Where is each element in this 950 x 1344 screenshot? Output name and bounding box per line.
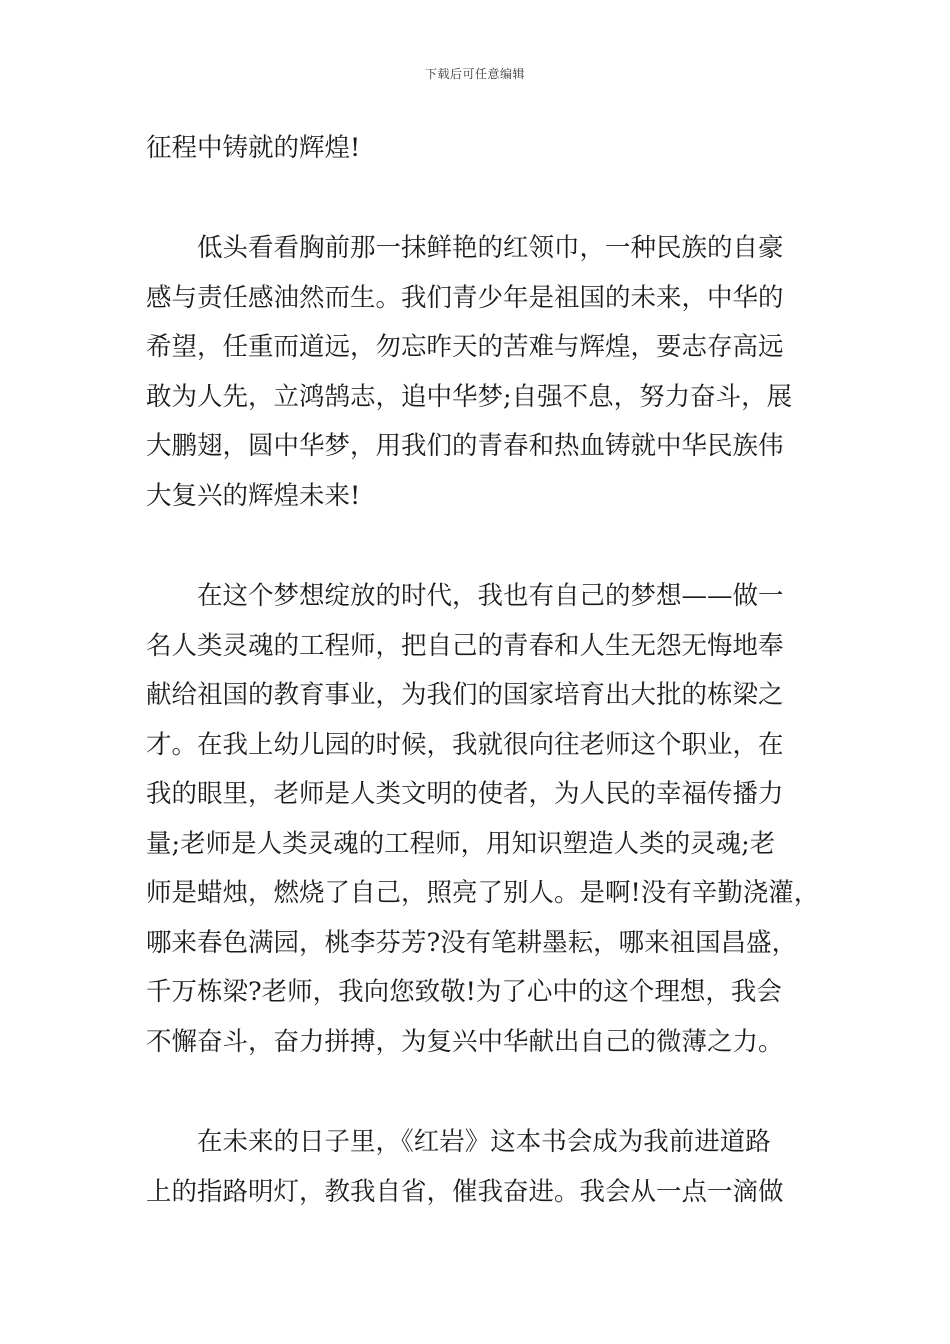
- text-line: 敢为人先，立鸿鹄志，追中华梦;自强不息，努力奋斗，展: [146, 381, 793, 412]
- text-line: 千万栋梁?老师，我向您致敬!为了心中的这个理想，我会: [146, 977, 782, 1007]
- paragraph-3: [146, 572, 820, 1067]
- text-line: 才。在我上幼儿园的时候，我就很向往老师这个职业，在: [146, 729, 784, 760]
- text-line: 量;老师是人类灵魂的工程师，用知识塑造人类的灵魂;老: [146, 828, 776, 859]
- paragraph-2: [146, 224, 811, 521]
- text-line: 低头看看胸前那一抹鲜艳的红领巾，一种民族的自豪: [146, 233, 784, 263]
- text-line: 我的眼里，老师是人类文明的使者，为人民的幸福传播力: [146, 779, 784, 809]
- paragraph-1: [146, 124, 811, 174]
- text-line: 不懈奋斗，奋力拼搏，为复兴中华献出自己的微薄之力。: [146, 1026, 784, 1057]
- text-line: 师是蜡烛，燃烧了自己，照亮了别人。是啊!没有辛勤浇灌，: [146, 878, 820, 908]
- paragraph-4: [146, 1118, 811, 1217]
- text-line: 在未来的日子里，《红岩》这本书会成为我前进道路: [146, 1127, 771, 1157]
- text-line: 献给祖国的教育事业，为我们的国家培育出大批的栋梁之: [146, 680, 784, 710]
- text-line: 感与责任感油然而生。我们青少年是祖国的未来，中华的: [146, 282, 784, 313]
- text-line: 大复兴的辉煌未来!: [146, 480, 361, 511]
- text-line: 征程中铸就的辉煌!: [146, 133, 361, 163]
- page-header: 下载后可任意编辑: [424, 67, 525, 81]
- text-line: 哪来春色满园，桃李芬芳?没有笔耕墨耘，哪来祖国昌盛，: [146, 927, 798, 958]
- text-line: 在这个梦想绽放的时代，我也有自己的梦想——做一: [146, 581, 784, 611]
- text-line: 大鹏翅，圆中华梦，用我们的青春和热血铸就中华民族伟: [146, 431, 784, 461]
- text-line: 名人类灵魂的工程师，把自己的青春和人生无怨无悔地奉: [146, 630, 784, 661]
- text-line: 上的指路明灯，教我自省，催我奋进。我会从一点一滴做: [146, 1176, 784, 1207]
- text-line: 希望，任重而道远，勿忘昨天的苦难与辉煌，要志存高远: [146, 332, 784, 362]
